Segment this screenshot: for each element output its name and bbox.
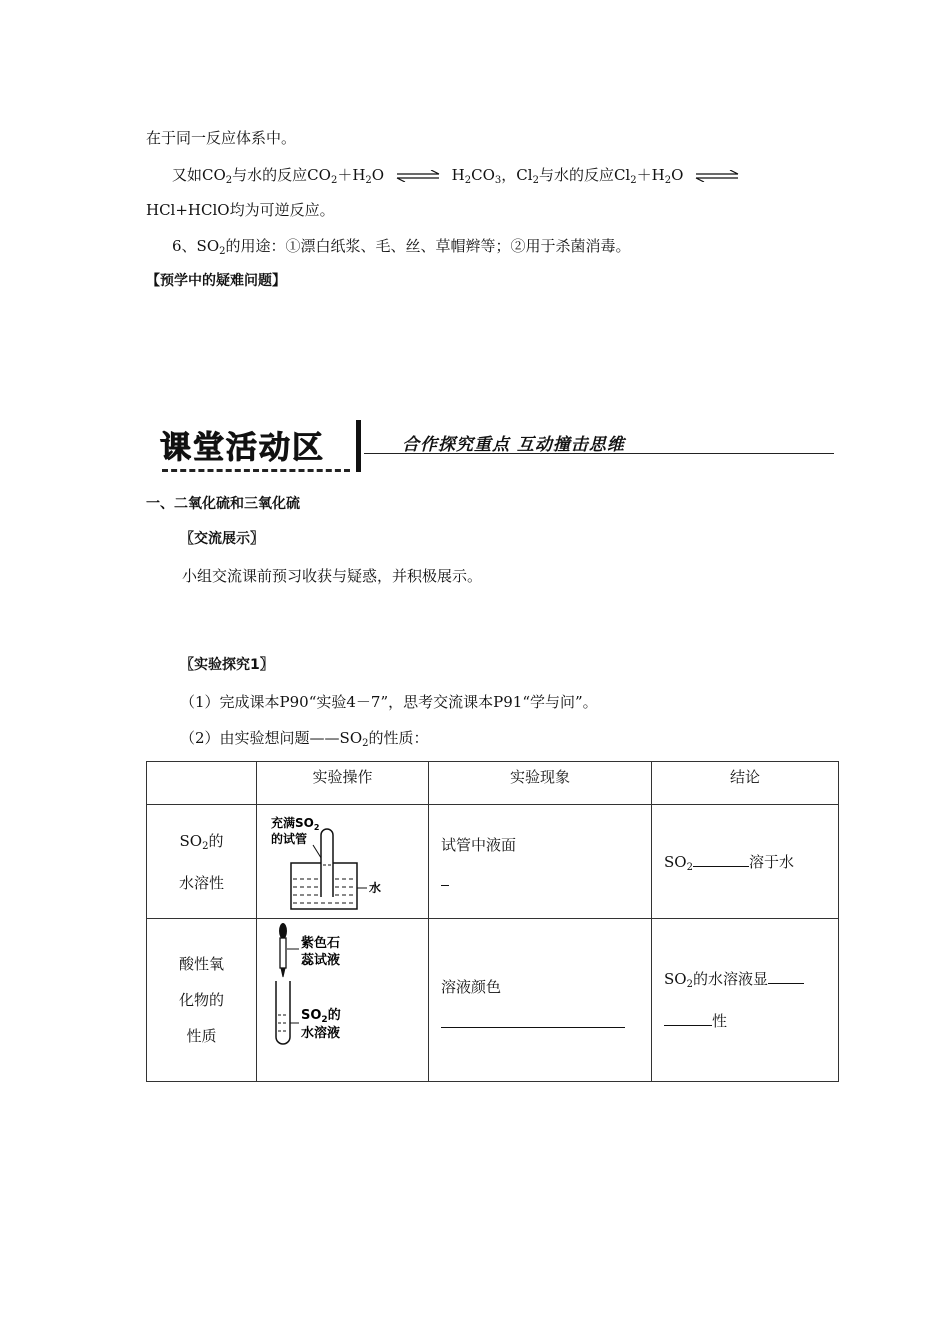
exchange-text: 小组交流课前预习收获与疑惑，并积极展示。	[182, 567, 483, 585]
dropper-and-test-tube-figure	[257, 919, 428, 1049]
table-row	[147, 919, 839, 1082]
subscript: 2	[630, 175, 637, 186]
phenomenon-cell	[429, 919, 652, 1082]
figure-label: 水	[369, 881, 382, 895]
text: 又如CO	[172, 166, 226, 184]
table-header: 实验操作	[257, 762, 429, 805]
row-label	[147, 919, 257, 1082]
exchange-title: 〖交流展示〗	[180, 531, 264, 547]
answer-blank	[664, 1011, 712, 1026]
answer-blank	[441, 1005, 651, 1041]
text: HCl+HClO均为可逆反应。	[146, 201, 335, 219]
figure-label: 充满$SO_2$	[271, 816, 320, 832]
experiment-title: 〖实验探究1〗	[180, 657, 274, 673]
subscript: 2	[365, 175, 372, 186]
text: SO	[179, 831, 203, 850]
text: H	[451, 166, 465, 184]
figure-label: 水溶液	[301, 1026, 341, 1041]
banner-title: 课堂活动区	[160, 430, 325, 466]
text: O	[671, 166, 684, 184]
reversible-arrow-icon	[395, 170, 441, 182]
dropper-bulb	[279, 923, 287, 939]
text: 的用途：①漂白纸浆、毛、丝、草帽辫等；②用于杀菌消毒。	[225, 237, 631, 255]
table-header	[147, 762, 257, 805]
text: ＋H	[636, 166, 665, 184]
phenomenon-cell	[429, 805, 652, 919]
subscript: 2	[362, 738, 369, 749]
test-tube	[321, 829, 333, 897]
figure-label: $SO_2$的	[301, 1008, 341, 1025]
text: 在于同一反应体系中。	[146, 129, 297, 147]
banner-dashed-rule	[162, 469, 350, 472]
text: 试管中液面	[441, 836, 517, 854]
answer-blank	[441, 863, 651, 899]
text: 的	[208, 831, 224, 850]
text-line-uses	[172, 236, 631, 262]
section-title: 一、二氧化硫和三氧化硫	[146, 496, 300, 512]
table-header: 实验现象	[429, 762, 652, 805]
table-header: 结论	[652, 762, 839, 805]
experiment-figure-acidity	[257, 919, 429, 1082]
test-tube	[276, 981, 290, 1044]
figure-label: 的试管	[271, 832, 308, 846]
figure-label: 紫色石	[301, 936, 341, 951]
text: （2）由实验想问题——SO	[180, 729, 363, 747]
dropper-tip	[281, 968, 285, 977]
text: 溶于水	[748, 852, 794, 871]
banner-subtitle: 合作探究重点 互动撞击思维	[402, 435, 625, 455]
dropper-tube	[280, 938, 286, 968]
experiment-figure-solubility	[257, 805, 429, 919]
subscript: 3	[494, 175, 502, 186]
text: 化物的	[178, 991, 224, 1009]
subscript: 2	[330, 175, 338, 186]
subscript: 2	[686, 861, 693, 873]
classroom-banner	[146, 418, 834, 474]
text-line	[146, 200, 335, 220]
figure-label: 蕊试液	[301, 953, 341, 968]
table-row	[147, 805, 839, 919]
experiment-step-1: （1）完成课本P90“实验4－7”，思考交流课本P91“学与问”。	[180, 693, 598, 711]
text: 酸性氧	[178, 955, 224, 973]
text: 溶液颜色	[441, 978, 502, 996]
text: 性	[712, 1012, 728, 1030]
subscript: 2	[225, 175, 233, 186]
text: 性质	[186, 1027, 217, 1045]
conclusion-cell	[652, 805, 839, 919]
answer-blank	[768, 969, 804, 984]
text: 6、SO	[172, 237, 220, 255]
table-header-row	[147, 762, 839, 805]
text: SO	[664, 852, 687, 871]
text: 与水的反应Cl	[538, 166, 631, 184]
subscript: 2	[532, 175, 539, 186]
row-label	[147, 805, 257, 919]
text: 的水溶液显	[692, 970, 768, 988]
banner-divider	[356, 420, 361, 472]
answer-blank	[693, 852, 749, 867]
text-line-equations	[172, 165, 746, 191]
conclusion-cell	[652, 919, 839, 1082]
text: 水溶性	[178, 873, 224, 892]
subscript: 2	[664, 175, 672, 186]
subscript: 2	[219, 246, 226, 257]
experiment-step-2	[180, 728, 429, 754]
text: O	[371, 166, 385, 184]
text: CO	[471, 166, 495, 184]
subscript: 2	[686, 979, 693, 990]
text: SO	[664, 970, 687, 988]
test-tube-in-beaker-figure	[257, 805, 428, 918]
text: 与水的反应CO	[232, 166, 331, 184]
section-heading-doubts: 【预学中的疑难问题】	[146, 273, 286, 289]
subscript: 2	[202, 840, 209, 852]
text: ＋H	[337, 166, 366, 184]
subscript: 2	[464, 175, 472, 186]
text: ，Cl	[501, 166, 533, 184]
text: 的性质：	[368, 729, 429, 747]
properties-table	[146, 761, 839, 1082]
text-line	[146, 128, 296, 148]
reversible-arrow-icon	[694, 170, 740, 182]
